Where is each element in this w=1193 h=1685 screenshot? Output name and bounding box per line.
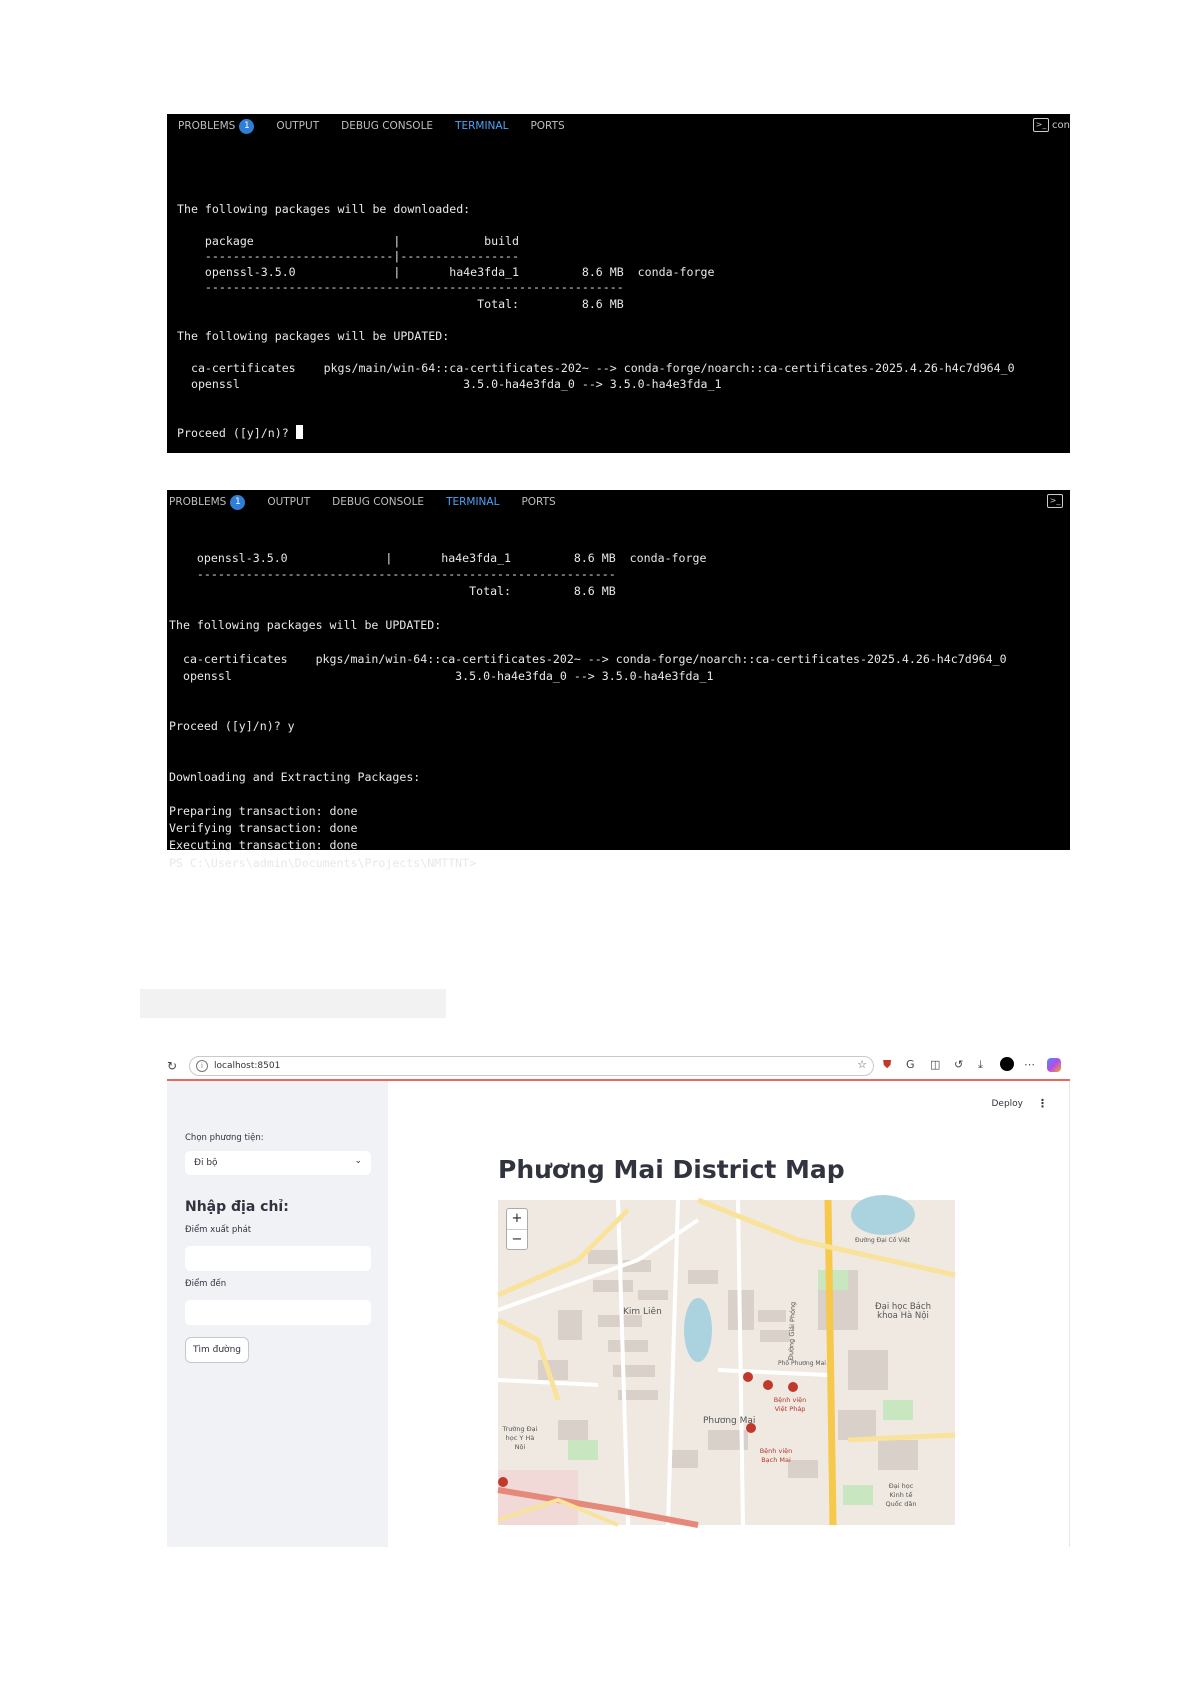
terminal-line: ------------------------------------------------------------ [169,567,616,581]
origin-input[interactable] [185,1246,371,1271]
terminal-line: package | build [177,234,520,248]
map-tiles [498,1200,955,1525]
vehicle-label: Chọn phương tiện: [185,1133,264,1143]
kebab-menu-icon[interactable]: ⋮ [1037,1097,1048,1110]
terminal-shell-selector[interactable]: >_ con [1033,118,1070,132]
history-icon[interactable]: ↺ [954,1058,964,1071]
terminal-line: openssl-3.5.0 | ha4e3fda_1 8.6 MB conda-forge [177,265,715,279]
profile-avatar[interactable] [1000,1057,1014,1071]
tab-output[interactable]: OUTPUT [276,120,320,132]
problems-count-badge: 1 [239,119,254,134]
map-label: Đại học Bách khoa Hà Nội [875,1302,931,1321]
tab-debug-console[interactable]: DEBUG CONSOLE [341,120,434,132]
address-bar[interactable] [189,1056,874,1076]
terminal-line: openssl-3.5.0 | ha4e3fda_1 8.6 MB conda-forge [169,551,707,565]
terminal-line: Executing transaction: done [169,838,358,852]
browser-window [167,1053,1070,1547]
terminal-line: Proceed ([y]/n)? y [169,719,295,733]
terminal-panel-2 [167,490,1070,870]
map-label: Phố Phương Mai [778,1360,826,1367]
bookmark-star-icon[interactable]: ☆ [857,1058,867,1071]
sidebar [167,1081,388,1547]
zoom-out-button[interactable]: − [511,1232,523,1247]
map-view[interactable] [498,1200,955,1525]
url-text: localhost:8501 [214,1061,281,1071]
chevron-down-icon: ⌄ [354,1156,362,1166]
tab-terminal[interactable]: TERMINAL [455,120,509,132]
destination-label: Điểm đến [185,1279,227,1289]
map-label: Phương Mai [703,1416,756,1426]
address-heading: Nhập địa chỉ: [185,1199,289,1215]
grammar-extension-icon[interactable]: G [906,1058,915,1071]
terminal-line: The following packages will be UPDATED: [177,329,450,343]
terminal-line: The following packages will be downloaded: [177,202,471,216]
tab-terminal[interactable]: TERMINAL [446,496,500,508]
find-route-button[interactable]: Tìm đường [185,1337,249,1363]
panel-tabs [167,490,1070,514]
more-menu-icon[interactable]: ⋯ [1024,1058,1035,1071]
terminal-line: Preparing transaction: done [169,804,358,818]
terminal-icon: >_ [1047,494,1063,508]
tab-ports[interactable]: PORTS [521,496,556,508]
tab-problems[interactable]: PROBLEMS 1 [169,495,245,510]
map-label: Đường Đại Cồ Việt [855,1237,910,1244]
map-label: Bệnh viện Việt Pháp [773,1396,807,1413]
terminal-line: openssl 3.5.0-ha4e3fda_0 --> 3.5.0-ha4e3fda_1 [177,377,722,391]
terminal-line: Total: 8.6 MB [177,297,624,311]
app-toolbar [991,1097,1048,1110]
terminal-icon: >_ [1033,118,1049,132]
download-icon[interactable]: ⤓ [978,1058,983,1071]
terminal-cursor [483,855,490,869]
terminal-line: Verifying transaction: done [169,821,358,835]
map-label: Đường Giải Phóng [787,1301,798,1361]
map-label: Trường Đại học Y Hà Nội [502,1425,538,1451]
origin-label: Điểm xuất phát [185,1225,252,1235]
shield-extension-icon[interactable]: ⛊ [883,1058,892,1071]
tab-ports[interactable]: PORTS [530,120,565,132]
page-border [1069,1081,1070,1547]
destination-input[interactable] [185,1300,371,1325]
terminal-line: ca-certificates pkgs/main/win-64::ca-certificates-202~ --> conda-forge/noarch::ca-certificates-2025.4.26-h4c7d964_0 [169,652,1007,666]
split-screen-icon[interactable]: ◫ [930,1058,941,1071]
terminal-prompt-line[interactable]: PS C:\Users\admin\Documents\Projects\NMTTNT> [169,855,490,870]
problems-count-badge: 1 [230,495,245,510]
terminal-line: Downloading and Extracting Packages: [169,770,421,784]
copilot-icon[interactable] [1047,1058,1061,1072]
vehicle-select[interactable] [185,1151,371,1175]
reload-icon[interactable]: ↻ [167,1059,178,1073]
page-title: Phương Mai District Map [498,1155,845,1184]
tab-output[interactable]: OUTPUT [267,496,311,508]
site-info-icon[interactable]: i [196,1060,208,1072]
panel-tabs [167,114,1070,138]
terminal-line: The following packages will be UPDATED: [169,618,442,632]
deploy-button[interactable]: Deploy [991,1098,1023,1109]
map-zoom-control [506,1208,528,1250]
tab-problems[interactable]: PROBLEMS 1 [178,119,254,134]
terminal-line: ca-certificates pkgs/main/win-64::ca-certificates-202~ --> conda-forge/noarch::ca-certificates-2025.4.26-h4c7d964_0 [177,361,1015,375]
browser-toolbar [167,1053,1070,1079]
terminal-panel-1 [167,114,1070,453]
terminal-line: openssl 3.5.0-ha4e3fda_0 --> 3.5.0-ha4e3fda_1 [169,669,714,683]
terminal-line: ------------------------------------------------------------ [177,280,624,294]
placeholder-bar [140,989,446,1018]
map-label: Bệnh viện Bạch Mai [759,1447,793,1464]
map-label: Đại học Kinh tế Quốc dân [885,1482,917,1508]
terminal-line: Total: 8.6 MB [169,584,616,598]
terminal-line: ---------------------------|----------------- [177,249,520,263]
map-label: Kim Liên [623,1307,662,1317]
terminal-shell-selector[interactable] [1047,494,1066,508]
vehicle-select-value: Đi bộ [194,1158,218,1168]
tab-debug-console[interactable]: DEBUG CONSOLE [332,496,425,508]
zoom-in-button[interactable]: + [507,1209,527,1230]
terminal-prompt-line[interactable]: Proceed ([y]/n)? [177,425,303,440]
terminal-cursor [296,425,303,439]
